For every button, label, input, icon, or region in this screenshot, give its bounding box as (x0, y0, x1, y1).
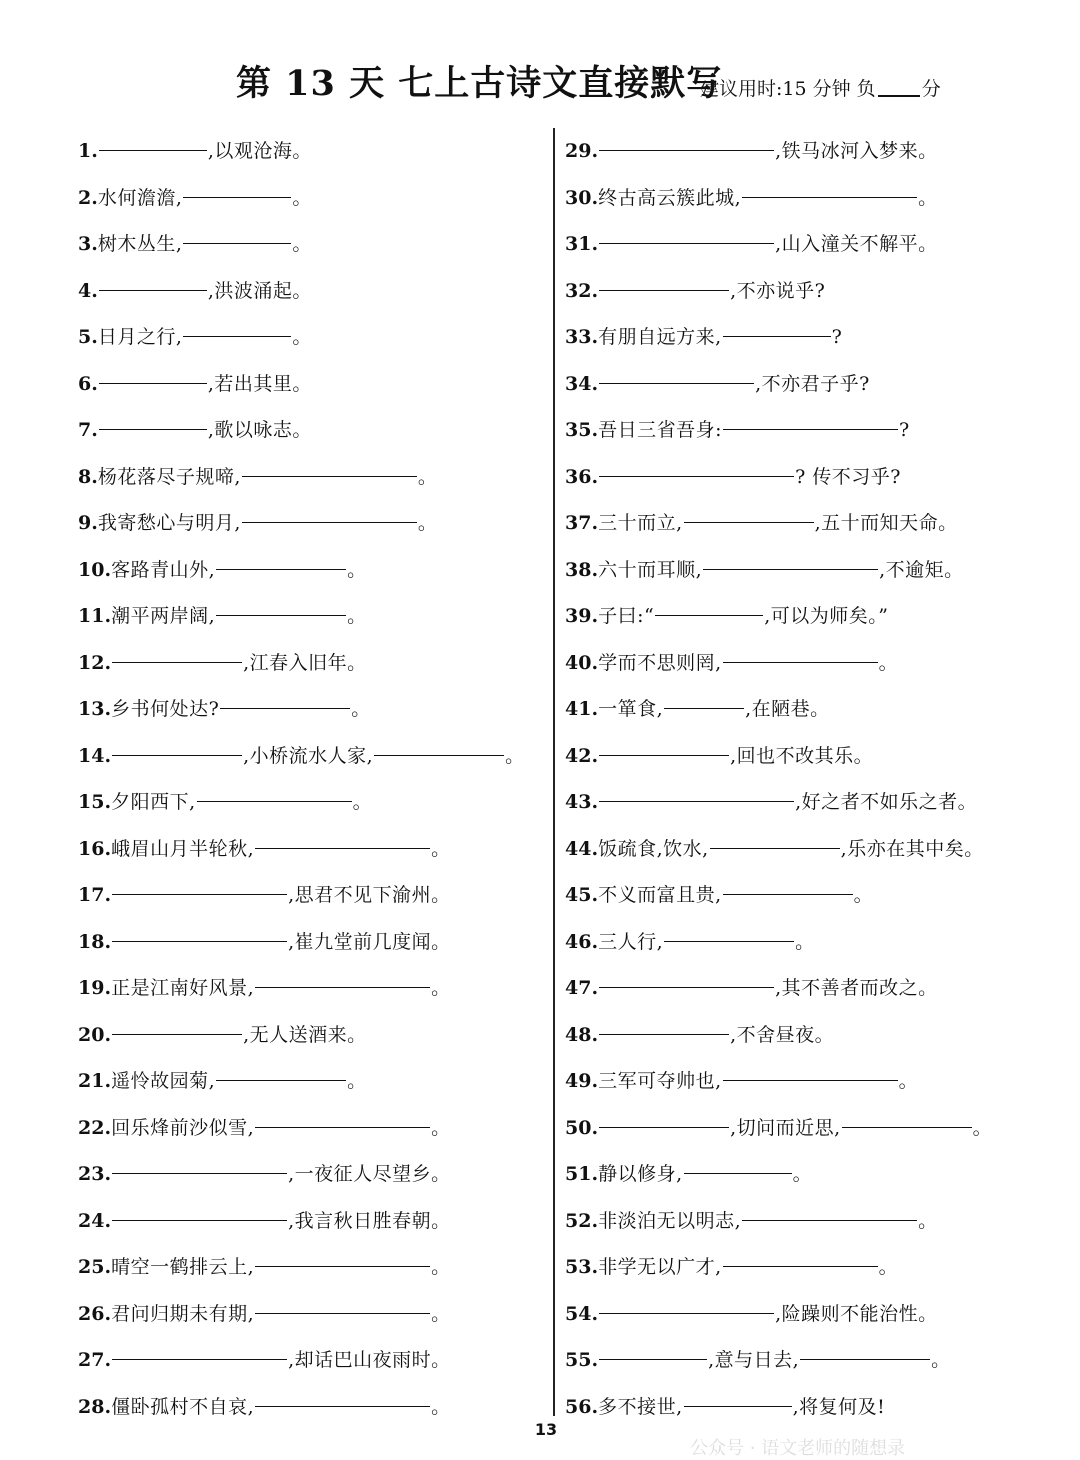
answer-blank[interactable] (599, 1285, 774, 1314)
question-number: 46. (565, 930, 599, 953)
prompt-text-middle: 。 (292, 233, 312, 255)
prompt-text-before: 峨眉山月半轮秋, (111, 837, 255, 860)
question-item (565, 1052, 1070, 1099)
question-number: 15. (78, 791, 112, 813)
question-number: 23. (78, 1163, 112, 1185)
prompt-text-middle: 。 (352, 791, 373, 813)
question-item (565, 820, 1070, 867)
prompt-text-middle: 。 (431, 1302, 451, 1325)
question-item (78, 122, 548, 169)
prompt-text-before: 僵卧孤村不自哀, (111, 1395, 255, 1418)
question-number: 40. (565, 651, 599, 674)
prompt-text-middle: 。 (347, 1070, 367, 1092)
question-number: 19. (78, 977, 112, 999)
question-number: 8. (78, 465, 98, 488)
answer-blank[interactable] (112, 1192, 287, 1221)
score-prefix: 负 (856, 78, 876, 100)
question-number: 5. (78, 326, 98, 348)
answer-blank[interactable] (197, 773, 352, 802)
answer-blank[interactable] (599, 1099, 729, 1128)
question-item (565, 541, 1070, 588)
prompt-text-before: 乡书何处达? (111, 698, 220, 720)
answer-blank[interactable] (255, 820, 430, 849)
prompt-text-middle: ,切问而近思, (730, 1116, 841, 1139)
question-number: 4. (78, 279, 98, 302)
prompt-text-middle: ,江春入旧年。 (243, 651, 367, 674)
question-number: 10. (78, 558, 112, 581)
prompt-text-before: 正是江南好风景, (111, 977, 255, 999)
question-number: 12. (78, 651, 112, 674)
question-item (78, 913, 548, 960)
prompt-text-middle: ,险躁则不能治性。 (775, 1302, 938, 1325)
answer-blank[interactable] (723, 866, 853, 895)
answer-blank[interactable] (112, 1006, 242, 1035)
question-item (78, 866, 548, 913)
answer-blank[interactable] (242, 494, 417, 523)
prompt-text-middle: ,洪波涌起。 (207, 279, 312, 302)
question-item (565, 587, 1070, 634)
prompt-text-middle: 。 (795, 930, 815, 953)
question-number: 13. (78, 698, 112, 720)
question-item (565, 1006, 1070, 1053)
answer-blank[interactable] (599, 215, 774, 244)
prompt-text-before: 六十而耳顺, (598, 558, 703, 581)
prompt-text-before: 三十而立, (598, 512, 683, 534)
answer-blank[interactable] (599, 959, 774, 988)
answer-blank[interactable] (99, 122, 207, 151)
prompt-text-before: 学而不思则罔, (598, 651, 722, 674)
question-item (78, 1192, 548, 1239)
prompt-text-middle: 。 (347, 605, 367, 627)
question-number: 21. (78, 1070, 112, 1092)
answer-blank[interactable] (800, 1331, 930, 1360)
prompt-text-middle: ,其不善者而改之。 (775, 977, 938, 999)
prompt-text-middle: ? (831, 326, 843, 348)
answer-blank[interactable] (99, 262, 207, 291)
answer-blank[interactable] (220, 680, 350, 709)
prompt-text-middle: 。 (431, 977, 451, 999)
question-number: 7. (78, 419, 98, 441)
question-number: 25. (78, 1256, 112, 1278)
question-number: 9. (78, 512, 98, 534)
answer-blank[interactable] (112, 1145, 287, 1174)
answer-blank[interactable] (255, 1378, 430, 1407)
question-number: 3. (78, 233, 98, 255)
answer-blank[interactable] (684, 1145, 792, 1174)
left-column (78, 122, 548, 1424)
prompt-text-middle: ,不亦说乎? (730, 279, 826, 302)
question-item (78, 1238, 548, 1285)
question-item (565, 959, 1070, 1006)
answer-blank[interactable] (255, 959, 430, 988)
watermark: 公众号 · 语文老师的随想录 (690, 1438, 906, 1459)
question-number: 52. (565, 1209, 599, 1232)
prompt-text-middle: 。 (918, 1209, 938, 1232)
answer-blank[interactable] (723, 1238, 878, 1267)
question-item (565, 727, 1070, 774)
prompt-text-middle: ,不亦君子乎? (755, 372, 870, 395)
answer-blank[interactable] (664, 680, 744, 709)
prompt-text-middle: ,山入潼关不解平。 (775, 233, 938, 255)
answer-blank[interactable] (599, 773, 794, 802)
answer-blank[interactable] (664, 913, 794, 942)
answer-blank[interactable] (723, 308, 831, 337)
question-item (78, 727, 548, 774)
prompt-text-before: 子曰:“ (598, 605, 655, 627)
question-number: 31. (565, 233, 599, 255)
answer-blank[interactable] (255, 1238, 430, 1267)
prompt-text-middle: 。 (417, 465, 438, 488)
question-item (565, 1192, 1070, 1239)
prompt-text-middle: 。 (292, 186, 312, 209)
prompt-text-middle: 。 (292, 326, 312, 348)
prompt-text-middle: 。 (918, 186, 938, 209)
prompt-text-middle: ,以观沧海。 (207, 140, 312, 162)
prompt-text-middle: ,五十而知天命。 (814, 512, 958, 534)
answer-blank[interactable] (842, 1099, 972, 1128)
question-number: 51. (565, 1163, 599, 1185)
prompt-text-before: 静以修身, (598, 1163, 683, 1185)
question-number: 18. (78, 930, 112, 953)
question-number: 50. (565, 1116, 599, 1139)
answer-blank[interactable] (710, 820, 840, 849)
question-item (78, 494, 548, 541)
prompt-text-before: 遥怜故园菊, (111, 1070, 216, 1092)
prompt-text-before: 日月之行, (97, 326, 183, 348)
question-number: 24. (78, 1209, 112, 1232)
question-item (565, 680, 1070, 727)
question-number: 38. (565, 558, 599, 581)
question-item (78, 262, 548, 309)
prompt-text-before: 夕阳西下, (111, 791, 196, 813)
question-number: 27. (78, 1349, 112, 1371)
question-item (565, 169, 1070, 216)
question-item (565, 1099, 1070, 1146)
question-item (78, 169, 548, 216)
answer-blank[interactable] (216, 1052, 346, 1081)
answer-blank[interactable] (112, 913, 287, 942)
question-number: 49. (565, 1070, 599, 1092)
answer-blank[interactable] (112, 866, 287, 895)
answer-blank[interactable] (216, 541, 346, 570)
question-item (565, 1238, 1070, 1285)
answer-blank[interactable] (374, 727, 504, 756)
prompt-text-before: 潮平两岸阔, (111, 605, 216, 627)
prompt-text-before: 我寄愁心与明月, (97, 512, 241, 534)
prompt-text-before: 客路青山外, (111, 558, 216, 581)
question-item (78, 1052, 548, 1099)
question-item (565, 215, 1070, 262)
question-item (565, 122, 1070, 169)
answer-blank[interactable] (112, 727, 242, 756)
question-item (78, 401, 548, 448)
prompt-text-before: 非淡泊无以明志, (598, 1209, 742, 1232)
answer-blank[interactable] (599, 1006, 729, 1035)
question-number: 53. (565, 1256, 599, 1278)
question-item (78, 355, 548, 402)
question-item (565, 913, 1070, 960)
score-blank[interactable] (878, 77, 920, 97)
prompt-text-middle: ,铁马冰河入梦来。 (775, 140, 938, 162)
question-number: 1. (78, 140, 98, 162)
prompt-text-middle: 。 (898, 1070, 919, 1092)
prompt-text-middle: ,我言秋日胜春朝。 (288, 1209, 451, 1232)
answer-blank[interactable] (684, 494, 814, 523)
question-item (565, 355, 1070, 402)
question-number: 29. (565, 140, 599, 162)
prompt-text-middle: 。 (431, 1395, 451, 1418)
question-item (78, 1099, 548, 1146)
question-number: 43. (565, 791, 599, 813)
question-item (78, 448, 548, 495)
question-item (78, 773, 548, 820)
prompt-text-before: 树木丛生, (97, 233, 183, 255)
question-item (565, 634, 1070, 681)
answer-blank[interactable] (655, 587, 763, 616)
prompt-text-before: 不义而富且贵, (598, 884, 722, 906)
answer-blank[interactable] (183, 215, 291, 244)
prompt-text-middle: ,崔九堂前几度闻。 (288, 930, 451, 953)
prompt-text-middle: ,将复何及! (792, 1395, 886, 1418)
answer-blank[interactable] (703, 541, 878, 570)
prompt-text-middle: ,一夜征人尽望乡。 (288, 1163, 451, 1185)
answer-blank[interactable] (599, 727, 729, 756)
prompt-text-after: 。 (505, 744, 525, 767)
page-number: 13 (534, 1420, 558, 1439)
answer-blank[interactable] (742, 1192, 917, 1221)
question-number: 20. (78, 1023, 112, 1046)
answer-blank[interactable] (99, 355, 207, 384)
question-number: 48. (565, 1023, 599, 1046)
prompt-text-middle: ,可以为师矣。” (764, 605, 889, 627)
prompt-text-middle: ? (898, 419, 910, 441)
prompt-text-before: 晴空一鹤排云上, (111, 1256, 255, 1278)
answer-blank[interactable] (242, 448, 417, 477)
question-number: 39. (565, 605, 599, 627)
question-number: 36. (565, 465, 599, 488)
answer-blank[interactable] (599, 1331, 707, 1360)
prompt-text-middle: ,不逾矩。 (879, 558, 964, 581)
question-number: 22. (78, 1116, 112, 1139)
question-item (78, 215, 548, 262)
question-number: 16. (78, 837, 112, 860)
prompt-text-after: 。 (972, 1116, 993, 1139)
question-number: 55. (565, 1349, 599, 1371)
prompt-text-before: 非学无以广才, (598, 1256, 722, 1278)
prompt-text-middle: ,回也不改其乐。 (730, 744, 874, 767)
prompt-text-before: 水何澹澹, (97, 186, 183, 209)
page-title: 第 13 天 七上古诗文直接默写 (236, 63, 723, 104)
prompt-text-middle: ,意与日去, (708, 1349, 800, 1371)
question-item (565, 1378, 1070, 1425)
answer-blank[interactable] (183, 308, 291, 337)
answer-blank[interactable] (723, 1052, 898, 1081)
question-number: 44. (565, 837, 599, 860)
question-item (78, 634, 548, 681)
answer-blank[interactable] (112, 1331, 287, 1360)
prompt-text-middle: 。 (431, 1116, 451, 1139)
suggested-time: 建议用时:15 分钟 (700, 78, 851, 100)
prompt-text-after: 。 (931, 1349, 951, 1371)
prompt-text-before: 君问归期未有期, (111, 1302, 255, 1325)
question-number: 17. (78, 884, 112, 906)
prompt-text-middle: ,小桥流水人家, (243, 744, 374, 767)
question-item (565, 448, 1070, 495)
prompt-text-middle: ,思君不见下渝州。 (288, 884, 451, 906)
column-divider (553, 128, 555, 1416)
answer-blank[interactable] (183, 169, 291, 198)
question-item (565, 866, 1070, 913)
prompt-text-middle: 。 (417, 512, 438, 534)
question-number: 42. (565, 744, 599, 767)
prompt-text-before: 一箪食, (598, 698, 664, 720)
right-column (565, 122, 1070, 1424)
answer-blank[interactable] (599, 262, 729, 291)
answer-blank[interactable] (99, 401, 207, 430)
question-number: 32. (565, 279, 599, 302)
question-number: 35. (565, 419, 599, 441)
answer-blank[interactable] (684, 1378, 792, 1407)
answer-blank[interactable] (255, 1285, 430, 1314)
prompt-text-middle: ,若出其里。 (207, 372, 312, 395)
question-item (565, 1145, 1070, 1192)
question-item (565, 773, 1070, 820)
question-item (78, 680, 548, 727)
answer-blank[interactable] (112, 634, 242, 663)
prompt-text-middle: ,却话巴山夜雨时。 (288, 1349, 451, 1371)
question-number: 14. (78, 744, 112, 767)
answer-blank[interactable] (599, 355, 754, 384)
question-number: 47. (565, 977, 599, 999)
prompt-text-middle: 。 (347, 558, 367, 581)
answer-blank[interactable] (742, 169, 917, 198)
question-item (78, 820, 548, 867)
prompt-text-before: 杨花落尽子规啼, (97, 465, 241, 488)
question-item (78, 1378, 548, 1425)
answer-blank[interactable] (723, 401, 898, 430)
question-item (78, 1145, 548, 1192)
prompt-text-before: 三军可夺帅也, (598, 1070, 722, 1092)
question-number: 33. (565, 326, 599, 348)
prompt-text-middle: 。 (792, 1163, 813, 1185)
prompt-text-before: 多不接世, (598, 1395, 683, 1418)
question-item (565, 262, 1070, 309)
question-number: 37. (565, 512, 599, 534)
question-number: 34. (565, 372, 599, 395)
prompt-text-middle: ,不舍昼夜。 (730, 1023, 835, 1046)
prompt-text-middle: 。 (853, 884, 874, 906)
prompt-text-middle: 。 (431, 1256, 451, 1278)
question-number: 56. (565, 1395, 599, 1418)
prompt-text-middle: ,好之者不如乐之者。 (795, 791, 978, 813)
question-item (78, 1285, 548, 1332)
question-number: 28. (78, 1395, 112, 1418)
question-item (78, 1331, 548, 1378)
question-item (78, 308, 548, 355)
prompt-text-middle: 。 (878, 651, 899, 674)
question-item (565, 494, 1070, 541)
answer-blank[interactable] (723, 634, 878, 663)
question-number: 2. (78, 186, 98, 209)
question-number: 26. (78, 1302, 112, 1325)
prompt-text-middle: 。 (351, 698, 371, 720)
prompt-text-before: 终古高云簇此城, (598, 186, 742, 209)
prompt-text-before: 三人行, (598, 930, 664, 953)
prompt-text-middle: ,在陋巷。 (745, 698, 830, 720)
prompt-text-before: 有朋自远方来, (598, 326, 722, 348)
answer-blank[interactable] (599, 448, 794, 477)
question-item (78, 541, 548, 588)
question-number: 54. (565, 1302, 599, 1325)
prompt-text-middle: 。 (431, 837, 451, 860)
prompt-text-middle: 。 (878, 1256, 899, 1278)
question-number: 6. (78, 372, 98, 395)
prompt-text-middle: ,无人送酒来。 (243, 1023, 367, 1046)
question-item (565, 1331, 1070, 1378)
question-item (565, 401, 1070, 448)
question-item (78, 1006, 548, 1053)
question-item (78, 959, 548, 1006)
answer-blank[interactable] (255, 1099, 430, 1128)
question-number: 41. (565, 698, 599, 720)
score-suffix: 分 (921, 78, 941, 100)
prompt-text-middle: ? 传不习乎? (795, 465, 901, 488)
question-item (565, 308, 1070, 355)
prompt-text-before: 吾日三省吾身: (598, 419, 722, 441)
prompt-text-before: 饭疏食,饮水, (598, 837, 709, 860)
title-subinfo (700, 74, 941, 101)
question-item (565, 1285, 1070, 1332)
prompt-text-middle: ,乐亦在其中矣。 (840, 837, 984, 860)
question-item (78, 587, 548, 634)
prompt-text-before: 回乐烽前沙似雪, (111, 1116, 255, 1139)
answer-blank[interactable] (599, 122, 774, 151)
question-number: 30. (565, 186, 599, 209)
question-number: 11. (78, 605, 112, 627)
answer-blank[interactable] (216, 587, 346, 616)
prompt-text-middle: ,歌以咏志。 (207, 419, 312, 441)
question-number: 45. (565, 884, 599, 906)
